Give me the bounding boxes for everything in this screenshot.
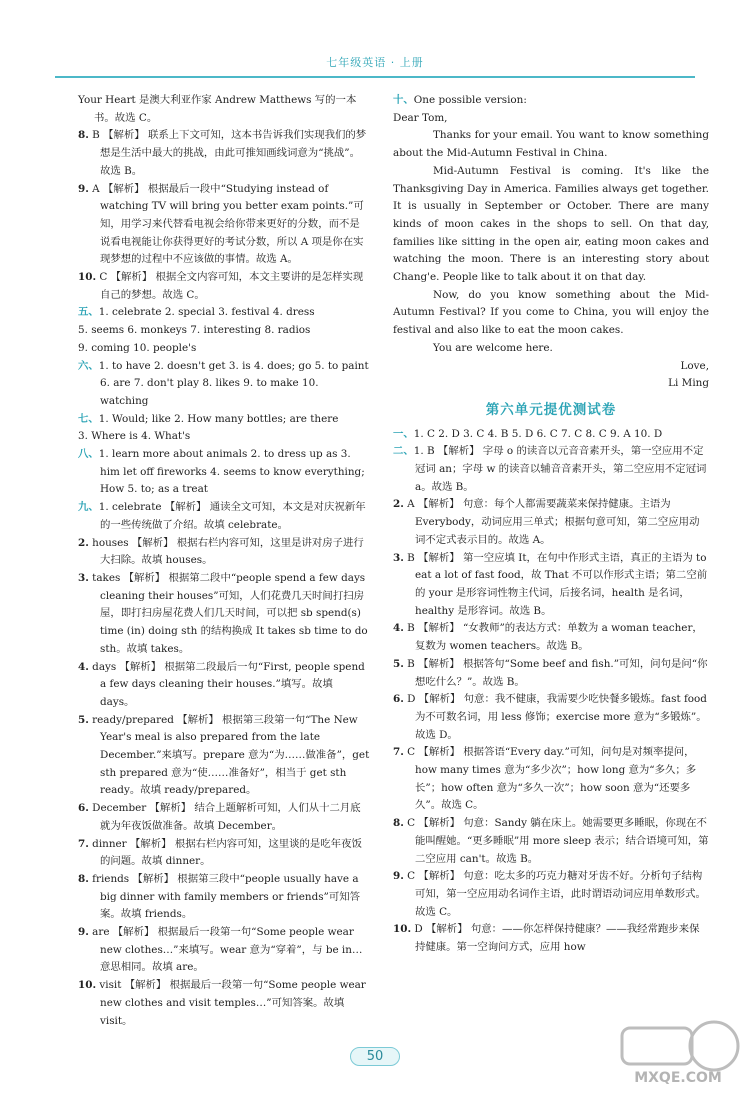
answer-text: A 【解析】 根据最后一段中“Studying instead of watching TV will bring you better exam points.”可知，用学习来代替看电视会给你带来更好的分数，而不是说看电视能让你获得更好的考试分数，所以 A 项是你在实现梦想的过程中不应该做的事情。故选 A。 [92, 182, 364, 266]
answer-text: ready/prepared 【解析】 根据第三段第一句“The New Year's meal is also prepared from the late December.”来填写。prepare 意为“为……做准备”，get sth prepared 意为“使……准备好”，相当于 get sth ready。故填 ready/prepared。 [92, 713, 370, 797]
section-mark: 十、 [393, 94, 414, 106]
header-title: 七年级英语 · 上册 [326, 56, 424, 69]
question-number: 8. [78, 129, 89, 142]
question-number: 6. [393, 693, 404, 706]
answer-line [393, 744, 709, 815]
answer-text: 1. celebrate 2. special 3. festival 4. dress [98, 306, 315, 319]
letter-signature: Li Ming [668, 377, 709, 390]
unit-title: 第六单元提优测试卷 [485, 401, 617, 418]
question-number: 2. [78, 536, 89, 549]
question-number: 4. [78, 660, 89, 673]
watermark-stamp-icon [614, 1018, 742, 1074]
answer-line [78, 340, 370, 358]
answer-text: houses 【解析】 根据右栏内容可知，这里是讲对房子进行大扫除。故填 houses。 [92, 536, 364, 567]
answer-line [78, 800, 370, 835]
section-mark: 五、 [78, 306, 99, 319]
question-number: 10. [393, 923, 412, 936]
answer-text: 5. seems 6. monkeys 7. interesting 8. radios [78, 324, 311, 337]
answer-text: visit 【解析】 根据最后一段第一句“Some people wear new clothes and visit temples…”可知答案。故填 visit。 [99, 979, 366, 1027]
page-number: 50 [350, 1047, 400, 1066]
answer-text: C 【解析】 根据答语“Every day.”可知，问句是对频率提问，how many times 意为“多少次”；how long 意为“多久；多长”；how often 意为“多久一次”；how soon 意为“还要多久”。故选 C。 [407, 746, 697, 812]
answer-line [78, 659, 370, 712]
answer-line [78, 924, 370, 977]
question-number: 3. [78, 571, 89, 584]
section-mark: 一、 [393, 427, 414, 440]
section-mark: 七、 [78, 412, 99, 425]
letter-paragraph: Now, do you know something about the Mid-Autumn Festival? If you come to China, you will enjoy the festival and also like to eat the moon cakes. [393, 288, 709, 337]
answer-line [78, 499, 370, 534]
answer-text: 1. Would; like 2. How many bottles; are there [98, 412, 339, 425]
question-number: 6. [78, 802, 89, 815]
answer-text: Your Heart 是澳大利亚作家 Andrew Matthews 写的一本书。故选 C。 [78, 94, 357, 124]
question-number: 9. [393, 870, 404, 883]
answer-text: dinner 【解析】 根据右栏内容可知，这里谈的是吃年夜饭的问题。故填 dinner。 [92, 837, 362, 868]
answer-line [393, 620, 709, 655]
question-number: 5. [78, 713, 89, 726]
letter-intro: One possible version: [413, 94, 527, 106]
answer-line [78, 977, 370, 1030]
answer-line [78, 358, 370, 411]
question-number: 10. [78, 271, 97, 284]
page-header [0, 0, 750, 96]
answer-text: takes 【解析】 根据第二段中“people spend a few days cleaning their houses”可知，人们花费几天时间打扫房屋，即打扫房屋花费人们几天时间，可以把 sb spend(s) time (in) doing sth 的结构换成 It takes sb time to do sth。故填 takes。 [92, 571, 368, 655]
answer-text: C 【解析】 根据全文内容可知，本文主要讲的是怎样实现自己的梦想。故选 C。 [99, 271, 364, 301]
answer-line [78, 127, 370, 180]
answer-text: are 【解析】 根据最后一段第一句“Some people wear new clothes…”来填写。wear 意为“穿着”，与 be in…意思相同。故填 are。 [92, 926, 363, 974]
answer-line [393, 443, 709, 496]
answer-text: A 【解析】 句意：每个人都需要蔬菜来保持健康。主语为 Everybody，动词应用三单式；根据句意可知，第二空应用动词不定式表示目的。故选 A。 [407, 498, 700, 546]
answer-line [78, 871, 370, 924]
answer-line [78, 411, 370, 429]
answer-text: C 【解析】 句意：吃太多的巧克力糖对牙齿不好。分析句子结构可知，第一空应用动名词作主语，此时谓语动词应用单数形式。故选 C。 [407, 870, 706, 918]
answer-text: D 【解析】 句意：我不健康，我需要少吃快餐多锻炼。fast food 为不可数名词，用 less 修饰；exercise more 意为“多锻炼”。故选 D。 [407, 693, 707, 741]
question-number: 7. [393, 746, 404, 759]
question-number: 8. [78, 872, 89, 885]
answer-text: 1. B 【解析】 字母 o 的读音以元音音素开头，第一空应用不定冠词 an；字母 w 的读音以辅音音素开头，第二空应用不定冠词 a。故选 B。 [413, 445, 707, 493]
question-number: 7. [78, 837, 89, 850]
question-number: 9. [78, 182, 89, 195]
answer-text: friends 【解析】 根据第三段中“people usually have a big dinner with family members or friends”可知答案。故填 friends。 [92, 872, 361, 921]
answer-list [393, 426, 709, 957]
answer-line [78, 269, 370, 304]
answer-line [78, 322, 370, 340]
letter-paragraph: Mid-Autumn Festival is coming. It's like the Thanksgiving Day in America. Families always get together. It is usually in September or October. There are many kinds of moon cakes in the shops to sell. On that day, families like sitting in the open air, eating moon cakes and watching the moon. There is an interesting story about Chang'e. People like to talk about it on that day. [393, 164, 709, 284]
question-number: 4. [393, 622, 404, 635]
answer-line [393, 868, 709, 921]
section-mark: 六、 [78, 359, 99, 372]
answer-text: B 【解析】 根据答句“Some beef and fish.”可知，问句是问“你想吃什么？”。故选 B。 [407, 657, 708, 688]
answer-text: 1. C 2. D 3. C 4. B 5. D 6. C 7. C 8. C 9. A 10. D [413, 427, 663, 440]
answer-line [78, 181, 370, 270]
model-letter [393, 92, 709, 393]
answer-text: B 【解析】 联系上下文可知，这本书告诉我们实现我们的梦想是生活中最大的挑战，由此可推知画线词意为“挑战”。故选 B。 [92, 129, 367, 177]
answer-line [78, 570, 370, 659]
question-number: 5. [393, 657, 404, 670]
question-number: 8. [393, 817, 404, 830]
answer-line [78, 92, 370, 127]
answer-text: December 【解析】 结合上题解析可知，人们从十二月底就为年夜饭做准备。故填 December。 [92, 802, 361, 832]
left-column [78, 92, 370, 1030]
letter-paragraph: Thanks for your email. You want to know something about the Mid-Autumn Festival in China. [393, 129, 709, 160]
answer-line [78, 428, 370, 446]
watermark-text: MXQE.COM [634, 1070, 722, 1086]
answer-text: D 【解析】 句意：——你怎样保持健康？——我经常跑步来保持健康。第一空询问方式，应用 how [414, 923, 700, 954]
answer-text: 9. coming 10. people's [78, 341, 197, 354]
answer-line [393, 426, 709, 444]
section-mark: 九、 [78, 501, 99, 514]
right-column [393, 92, 709, 957]
answer-text: C 【解析】 句意：Sandy 躺在床上。她需要更多睡眠，你现在不能叫醒她。“更多睡眠”用 more sleep 表示；结合语境可知，第二空应用 can't。故选 B。 [407, 817, 709, 865]
question-number: 10. [78, 979, 97, 992]
watermark-logo [614, 1018, 742, 1098]
answer-text: days 【解析】 根据第二段最后一句“First, people spend a few days cleaning their houses.”填写。故填 days。 [92, 660, 365, 708]
section-mark: 八、 [78, 448, 99, 461]
answer-line [393, 921, 709, 956]
answer-text: 3. Where is 4. What's [78, 430, 191, 443]
answer-line [78, 836, 370, 871]
answer-text: 1. to have 2. doesn't get 3. is 4. does; go 5. to paint 6. are 7. don't play 8. likes 9. to make 10. watching [98, 359, 369, 407]
letter-salutation: Dear Tom, [393, 111, 448, 124]
question-number: 9. [78, 926, 89, 939]
answer-text: 1. celebrate 【解析】 通读全文可知，本文是对庆祝新年的一些传统做了介绍。故填 celebrate。 [98, 501, 366, 531]
answer-text: B 【解析】 第一空应填 It，在句中作形式主语，真正的主语为 to eat a lot of fast food，故 That 不可以作形式主语；第二空前的 your 是形容词性物主代词，后接名词，health 是名词，healthy 是形容词。故选 B。 [407, 551, 708, 617]
header-divider [55, 76, 695, 78]
answer-line [393, 656, 709, 691]
question-number: 2. [393, 498, 404, 511]
answer-text: B 【解析】 “女教师”的表达方式：单数为 a woman teacher，复数为 women teachers。故选 B。 [407, 622, 703, 653]
question-number: 3. [393, 551, 404, 564]
answer-line [78, 446, 370, 499]
answer-line [78, 304, 370, 322]
answer-line [393, 691, 709, 744]
answer-line [393, 550, 709, 621]
answer-text: 1. learn more about animals 2. to dress up as 3. him let off fireworks 4. seems to know everything; How 5. to; as a treat [98, 448, 365, 496]
answer-line [78, 535, 370, 570]
letter-closing: Love, [680, 359, 709, 372]
answer-line [78, 712, 370, 801]
answer-line [393, 496, 709, 549]
section-mark: 二、 [393, 445, 414, 458]
answer-line [393, 815, 709, 868]
letter-paragraph: You are welcome here. [433, 341, 553, 354]
